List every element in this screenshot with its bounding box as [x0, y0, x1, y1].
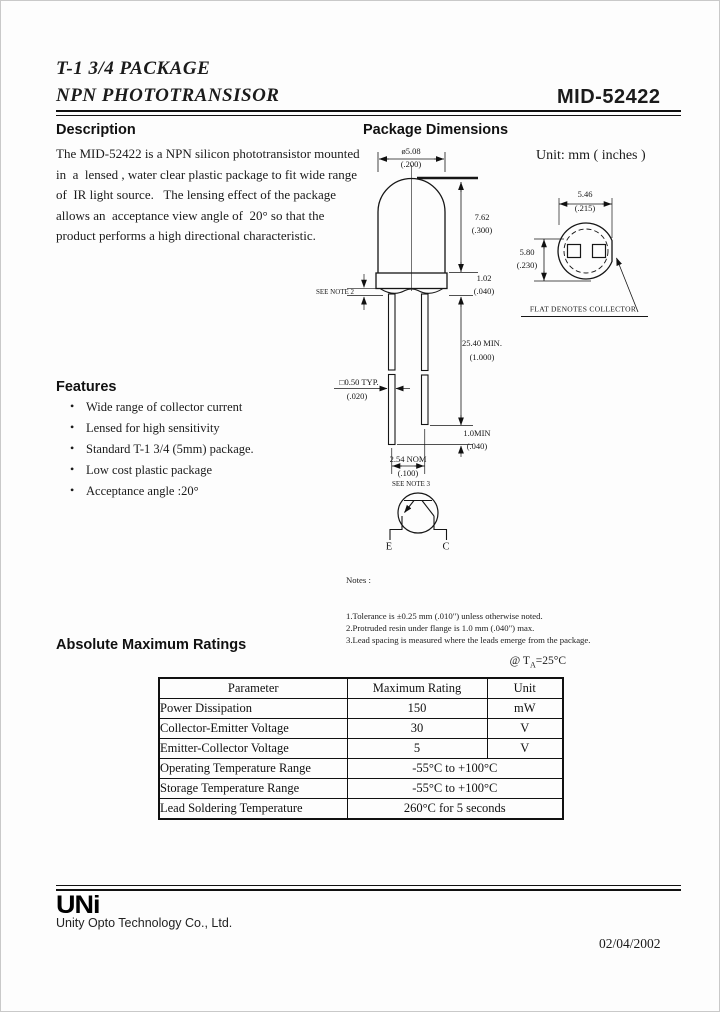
table-row [159, 759, 563, 779]
company-logo: UNi [56, 891, 100, 919]
dim-lead-width-mm: □0.50 TYP. [339, 377, 379, 387]
condition-subscript: A [529, 660, 536, 670]
cell-parameter: Power Dissipation [159, 699, 347, 719]
note-line: 2.Protruded resin under flange is 1.0 mm (.040") max. [346, 623, 535, 633]
table-row [159, 739, 563, 759]
feature-text: Acceptance angle :20° [86, 484, 199, 498]
package-dimensions-heading: Package Dimensions [363, 122, 509, 138]
description-heading: Description [56, 122, 136, 138]
bullet-icon: • [70, 441, 75, 455]
company-name: Unity Opto Technology Co., Ltd. [56, 916, 233, 930]
title-line-1: T-1 3/4 PACKAGE [56, 58, 211, 79]
table-row [159, 799, 563, 820]
dim-dome-diameter-in: (.200) [400, 159, 422, 169]
table-header-row [159, 678, 563, 699]
footer-rule [56, 885, 681, 891]
cell-rating: -55°C to +100°C [347, 779, 563, 799]
notes-list [346, 610, 590, 646]
description-line: The MID-52422 is a NPN silicon phototransistor mounted [56, 146, 360, 161]
cell-rating: 150 [347, 699, 487, 719]
part-number: MID-52422 [557, 86, 660, 112]
table-row [159, 779, 563, 799]
unit-label: Unit: mm ( inches ) [536, 148, 646, 163]
column-header-parameter: Parameter [159, 678, 347, 699]
ratings-condition [401, 655, 566, 669]
cell-unit: V [487, 719, 563, 739]
dim-bottom-width-in: (.215) [574, 203, 596, 213]
features-heading: Features [56, 379, 117, 395]
dim-lead-pitch-mm: 2.54 NOM [389, 454, 427, 464]
bullet-icon: • [70, 420, 75, 434]
column-header-unit: Unit [487, 678, 563, 699]
ratings-table [158, 677, 564, 820]
note-line: 3.Lead spacing is measured where the leads emerge from the package. [346, 635, 591, 645]
see-note-2-label: SEE NOTE 2 [315, 288, 355, 296]
feature-text: Lensed for high sensitivity [86, 421, 220, 435]
dim-lead-length-in: (1.000) [469, 352, 495, 362]
feature-text: Standard T-1 3/4 (5mm) package. [86, 442, 254, 456]
dim-dome-diameter-mm: ø5.08 [401, 146, 421, 156]
cell-parameter: Emitter-Collector Voltage [159, 739, 347, 759]
notes-title: Notes : [346, 575, 371, 585]
condition-prefix: @ T [509, 655, 530, 667]
cell-parameter: Storage Temperature Range [159, 779, 347, 799]
feature-text: Low cost plastic package [86, 463, 212, 477]
title-line-2: NPN PHOTOTRANSISOR [56, 85, 280, 106]
header-rule [56, 110, 681, 116]
dim-body-height-mm: 7.62 [474, 212, 490, 222]
ratings-heading: Absolute Maximum Ratings [56, 637, 247, 653]
table-row [159, 699, 563, 719]
dim-lead-length-mm: 25.40 MIN. [462, 338, 502, 348]
bullet-icon: • [70, 399, 75, 413]
description-line: in a lensed , water clear plastic package to fit wide range [56, 166, 358, 182]
dim-bottom-width-mm: 5.46 [577, 189, 593, 199]
bullet-icon: • [70, 483, 75, 497]
dim-lead-tip-diff-in: (.040) [466, 441, 488, 451]
flat-denotes-collector-label: FLAT DENOTES COLLECTOR [529, 304, 637, 314]
cell-parameter: Collector-Emitter Voltage [159, 719, 347, 739]
feature-text: Wide range of collector current [86, 400, 243, 414]
cell-parameter: Operating Temperature Range [159, 759, 347, 779]
table-row [159, 719, 563, 739]
description-line: product performs a high directional characteristic. [56, 228, 316, 243]
bullet-icon: • [70, 462, 75, 476]
description-line: allows an acceptance view angle of 20° so that the [56, 207, 325, 223]
cell-unit: V [487, 739, 563, 759]
dim-lead-width-in: (.020) [346, 391, 368, 401]
cell-unit: mW [487, 699, 563, 719]
column-header-rating: Maximum Rating [347, 678, 487, 699]
description-line: of IR light source. The lensing effect of the package [56, 187, 337, 202]
cell-parameter: Lead Soldering Temperature [159, 799, 347, 820]
drawing-notes [346, 550, 590, 670]
collector-pin-label: C [442, 541, 450, 553]
dim-lead-pitch-in: (.100) [397, 468, 419, 478]
dim-bottom-height-mm: 5.80 [519, 247, 535, 257]
dim-body-height-in: (.300) [471, 225, 493, 235]
ratings-table-body [159, 699, 563, 820]
cell-rating: 30 [347, 719, 487, 739]
document-date: 02/04/2002 [599, 936, 661, 951]
dim-flange-thickness-mm: 1.02 [476, 273, 492, 283]
emitter-pin-label: E [385, 541, 393, 553]
dim-bottom-height-in: (.230) [516, 260, 538, 270]
note-line: 1.Tolerance is ±0.25 mm (.010") unless otherwise noted. [346, 611, 543, 621]
cell-rating: -55°C to +100°C [347, 759, 563, 779]
condition-suffix: =25°C [535, 655, 566, 667]
dim-flange-thickness-in: (.040) [473, 286, 495, 296]
see-note-3-label: SEE NOTE 3 [391, 480, 431, 488]
cell-rating: 5 [347, 739, 487, 759]
dim-lead-tip-diff-mm: 1.0MIN [463, 428, 491, 438]
cell-rating: 260°C for 5 seconds [347, 799, 563, 820]
